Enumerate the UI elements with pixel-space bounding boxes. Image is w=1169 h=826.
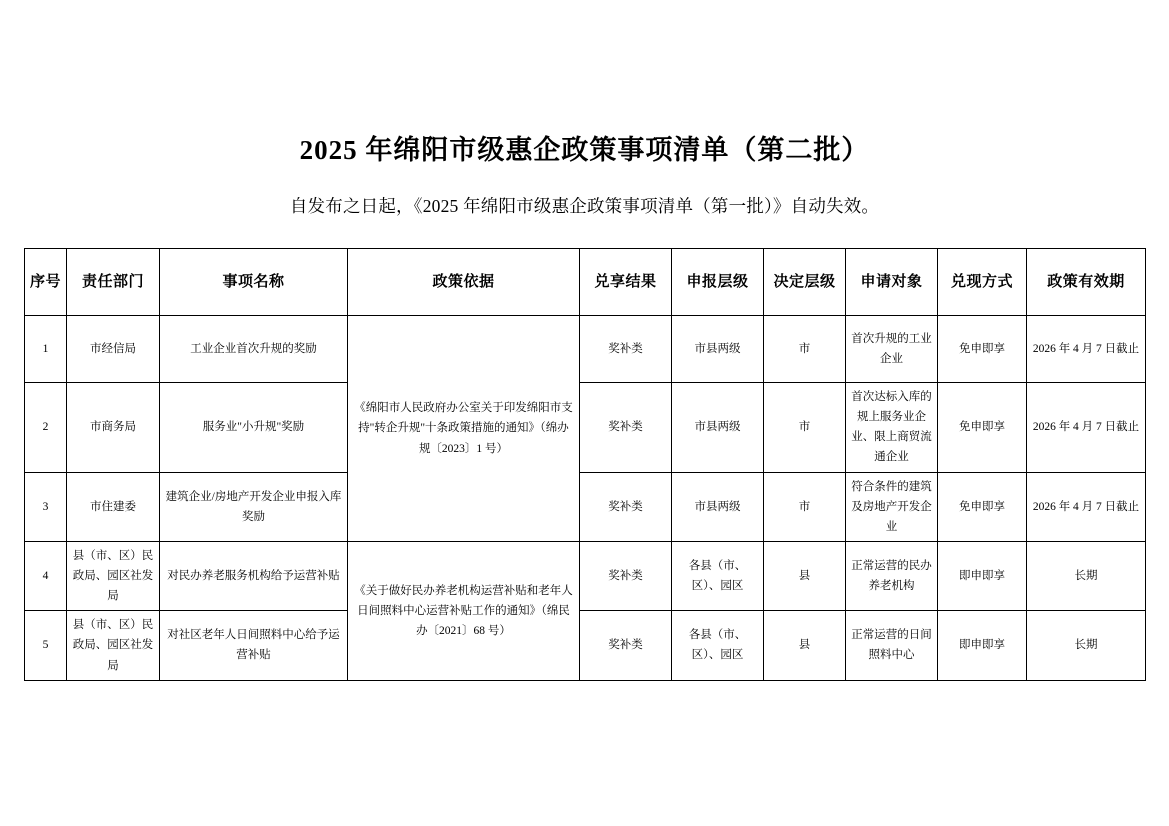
column-header-basis: 政策依据 (348, 249, 580, 316)
cell-declare: 市县两级 (672, 383, 764, 473)
cell-decide: 县 (764, 541, 846, 610)
cell-dept: 县（市、区）民政局、园区社发局 (67, 541, 160, 610)
policy-table-container (0, 248, 1169, 681)
table-header (25, 249, 1146, 316)
page-title: 2025 年绵阳市级惠企政策事项清单（第二批） (299, 135, 870, 165)
cell-valid: 2026 年 4 月 7 日截止 (1027, 316, 1146, 383)
cell-result: 奖补类 (580, 611, 672, 680)
cell-item: 服务业"小升规"奖励 (160, 383, 348, 473)
cell-target: 正常运营的民办养老机构 (846, 541, 938, 610)
cell-no: 4 (25, 541, 67, 610)
column-header-target: 申请对象 (846, 249, 938, 316)
cell-declare: 市县两级 (672, 472, 764, 541)
column-header-no: 序号 (25, 249, 67, 316)
cell-no: 5 (25, 611, 67, 680)
cell-target: 符合条件的建筑及房地产开发企业 (846, 472, 938, 541)
cell-target: 首次升规的工业企业 (846, 316, 938, 383)
cell-item: 工业企业首次升规的奖励 (160, 316, 348, 383)
cell-method: 免申即享 (938, 383, 1027, 473)
cell-dept: 市经信局 (67, 316, 160, 383)
cell-result: 奖补类 (580, 316, 672, 383)
cell-item: 对社区老年人日间照料中心给予运营补贴 (160, 611, 348, 680)
column-header-dept: 责任部门 (67, 249, 160, 316)
table-header-row (25, 249, 1146, 316)
cell-decide: 市 (764, 316, 846, 383)
table-row (25, 316, 1146, 383)
cell-item: 对民办养老服务机构给予运营补贴 (160, 541, 348, 610)
table-row (25, 541, 1146, 610)
table-row (25, 611, 1146, 680)
page-subtitle: 自发布之日起，《2025 年绵阳市级惠企政策事项清单（第一批）》自动失效。 (289, 196, 880, 216)
cell-valid: 2026 年 4 月 7 日截止 (1027, 472, 1146, 541)
column-header-declare: 申报层级 (672, 249, 764, 316)
cell-result: 奖补类 (580, 541, 672, 610)
cell-declare: 各县（市、区）、园区 (672, 541, 764, 610)
cell-dept: 市住建委 (67, 472, 160, 541)
cell-result: 奖补类 (580, 472, 672, 541)
cell-method: 即申即享 (938, 541, 1027, 610)
column-header-valid: 政策有效期 (1027, 249, 1146, 316)
cell-basis: 《绵阳市人民政府办公室关于印发绵阳市支持"转企升规"十条政策措施的通知》（绵办规〔2023〕1 号） (348, 316, 580, 542)
cell-item: 建筑企业/房地产开发企业申报入库奖励 (160, 472, 348, 541)
column-header-method: 兑现方式 (938, 249, 1027, 316)
policy-table (24, 248, 1146, 681)
cell-no: 1 (25, 316, 67, 383)
cell-decide: 市 (764, 383, 846, 473)
cell-decide: 县 (764, 611, 846, 680)
cell-decide: 市 (764, 472, 846, 541)
table-body (25, 316, 1146, 681)
cell-result: 奖补类 (580, 383, 672, 473)
cell-basis: 《关于做好民办养老机构运营补贴和老年人日间照料中心运营补贴工作的通知》（绵民办〔2021〕68 号） (348, 541, 580, 680)
cell-target: 首次达标入库的规上服务业企业、限上商贸流通企业 (846, 383, 938, 473)
cell-valid: 2026 年 4 月 7 日截止 (1027, 383, 1146, 473)
column-header-result: 兑享结果 (580, 249, 672, 316)
column-header-item: 事项名称 (160, 249, 348, 316)
cell-method: 即申即享 (938, 611, 1027, 680)
cell-no: 3 (25, 472, 67, 541)
cell-declare: 市县两级 (672, 316, 764, 383)
cell-method: 免申即享 (938, 472, 1027, 541)
cell-valid: 长期 (1027, 611, 1146, 680)
table-row (25, 383, 1146, 473)
cell-declare: 各县（市、区）、园区 (672, 611, 764, 680)
cell-valid: 长期 (1027, 541, 1146, 610)
cell-method: 免申即享 (938, 316, 1027, 383)
table-row (25, 472, 1146, 541)
column-header-decide: 决定层级 (764, 249, 846, 316)
cell-no: 2 (25, 383, 67, 473)
cell-dept: 县（市、区）民政局、园区社发局 (67, 611, 160, 680)
cell-dept: 市商务局 (67, 383, 160, 473)
cell-target: 正常运营的日间照料中心 (846, 611, 938, 680)
